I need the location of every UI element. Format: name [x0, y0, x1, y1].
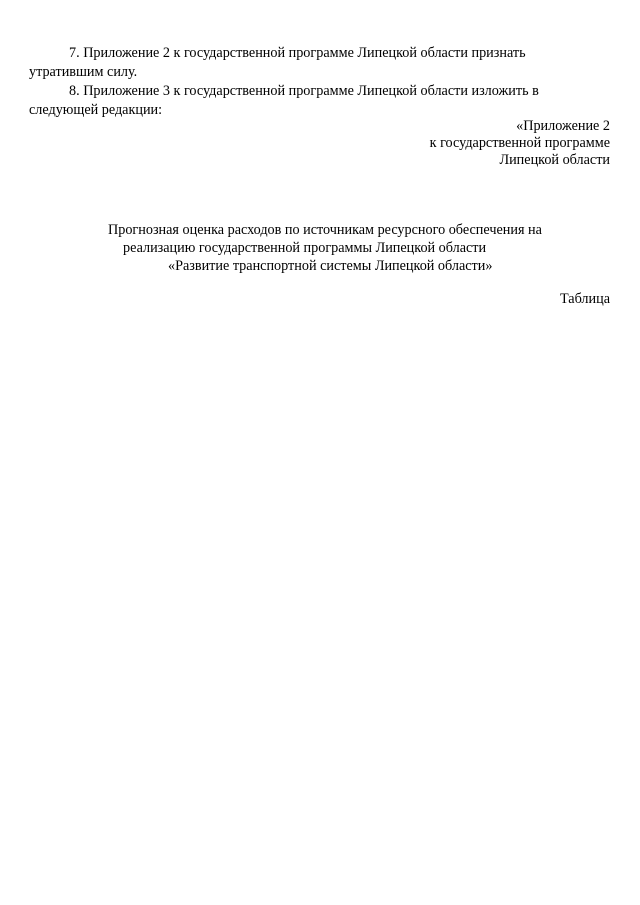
paragraph-item-8: [29, 82, 602, 120]
paragraph-7-line-1: 7. Приложение 2 к государственной программе Липецкой области признать: [69, 45, 526, 61]
paragraph-item-7: [29, 44, 602, 82]
title-line-1: Прогнозная оценка расходов по источникам ресурсного обеспечения на: [108, 222, 542, 238]
appendix-line-3: Липецкой области: [499, 152, 610, 168]
table-caption: Таблица: [559, 291, 610, 307]
title-line-3: «Развитие транспортной системы Липецкой области»: [168, 258, 493, 274]
appendix-line-1: «Приложение 2: [516, 118, 610, 134]
paragraph-8-line-2: следующей редакции:: [29, 102, 163, 118]
appendix-line-2: к государственной программе: [429, 135, 610, 151]
appendix-header: [310, 118, 610, 169]
paragraph-8-line-1: 8. Приложение 3 к государственной программе Липецкой области изложить в: [69, 83, 539, 99]
title-line-2: реализацию государственной программы Липецкой области: [123, 240, 487, 256]
paragraph-7-line-2: утратившим силу.: [29, 64, 138, 80]
